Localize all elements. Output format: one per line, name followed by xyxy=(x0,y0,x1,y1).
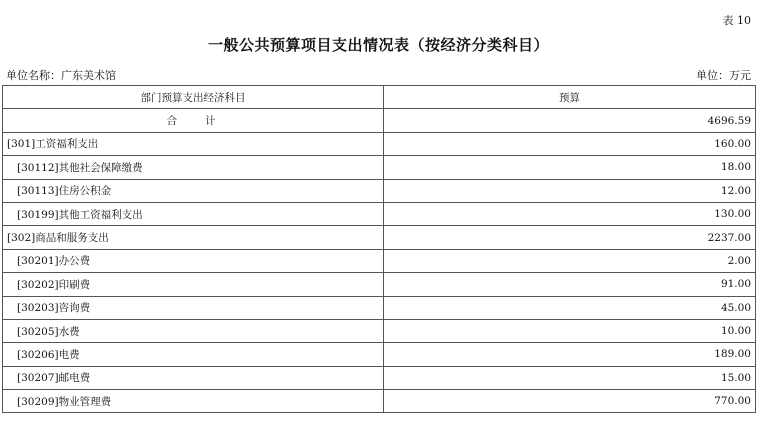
row-category: [30199]其他工资福利支出 xyxy=(3,202,384,225)
row-amount: 10.00 xyxy=(384,319,756,342)
row-category: [30205]水费 xyxy=(3,319,384,342)
row-category: [301]工资福利支出 xyxy=(3,132,384,155)
row-category: [30206]电费 xyxy=(3,343,384,366)
column-header-budget: 预算 xyxy=(384,86,756,109)
row-category: [30203]咨询费 xyxy=(3,296,384,319)
table-row xyxy=(3,273,756,296)
row-amount: 189.00 xyxy=(384,343,756,366)
row-amount: 4696.59 xyxy=(384,109,756,132)
page-title: 一般公共预算项目支出情况表（按经济分类科目） xyxy=(207,36,549,54)
row-amount: 160.00 xyxy=(384,132,756,155)
table-row xyxy=(3,132,756,155)
table-row xyxy=(3,366,756,389)
row-amount: 12.00 xyxy=(384,179,756,202)
row-category: [30201]办公费 xyxy=(3,249,384,272)
table-row xyxy=(3,319,756,342)
row-category: [302]商品和服务支出 xyxy=(3,226,384,249)
table-row xyxy=(3,390,756,413)
row-category: [30113]住房公积金 xyxy=(3,179,384,202)
row-category: [30112]其他社会保障缴费 xyxy=(3,156,384,179)
row-amount: 2237.00 xyxy=(384,226,756,249)
row-category: [30209]物业管理费 xyxy=(3,390,384,413)
table-row xyxy=(3,179,756,202)
table-body xyxy=(3,109,756,413)
expenditure-table xyxy=(2,85,756,413)
column-header-category: 部门预算支出经济科目 xyxy=(3,86,384,109)
row-amount: 18.00 xyxy=(384,156,756,179)
table-header-row xyxy=(3,86,756,109)
row-amount: 15.00 xyxy=(384,366,756,389)
row-amount: 130.00 xyxy=(384,202,756,225)
table-row xyxy=(3,202,756,225)
table-number: 表 10 xyxy=(722,14,751,27)
row-category: [30202]印刷费 xyxy=(3,273,384,296)
table-row xyxy=(3,343,756,366)
total-row xyxy=(3,109,756,132)
table-row xyxy=(3,249,756,272)
row-category: 合计 xyxy=(3,109,384,132)
table-row xyxy=(3,296,756,319)
row-amount: 45.00 xyxy=(384,296,756,319)
table-row xyxy=(3,156,756,179)
row-category: [30207]邮电费 xyxy=(3,366,384,389)
unit-label: 单位：万元 xyxy=(696,69,751,82)
unit-name-label: 单位名称：广东美术馆 xyxy=(6,69,116,82)
row-amount: 2.00 xyxy=(384,249,756,272)
table-row xyxy=(3,226,756,249)
row-amount: 770.00 xyxy=(384,390,756,413)
row-amount: 91.00 xyxy=(384,273,756,296)
